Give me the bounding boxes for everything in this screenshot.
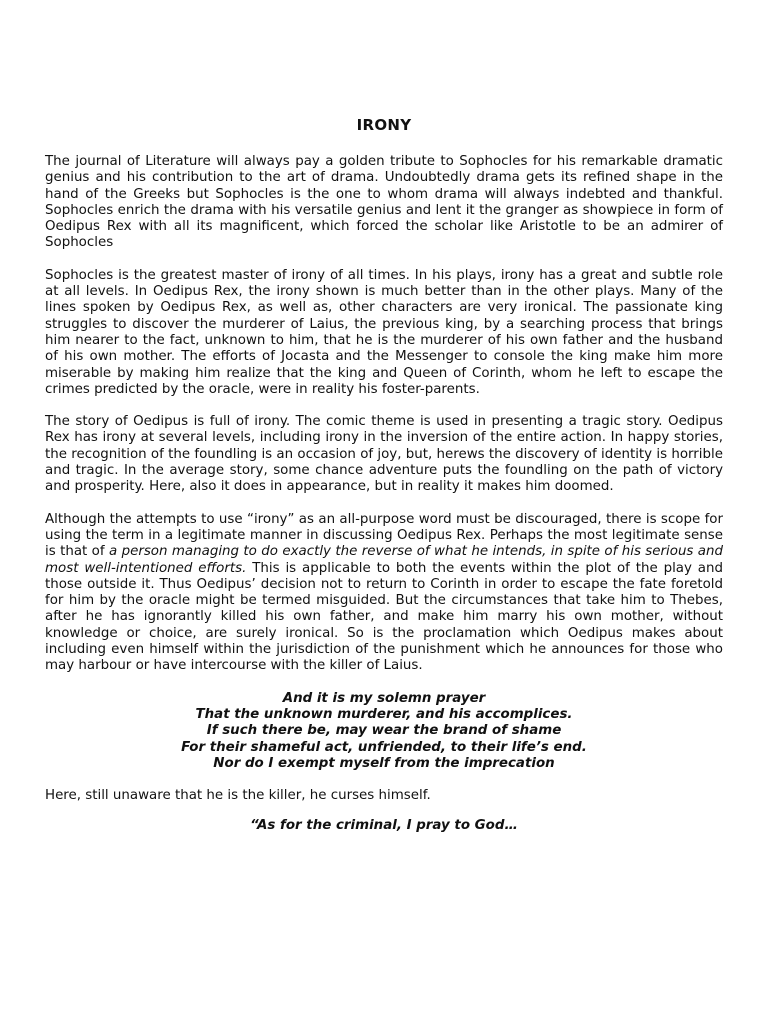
paragraph-5: Here, still unaware that he is the killer, he curses himself.	[45, 788, 431, 804]
verse-line: And it is my solemn prayer	[282, 690, 486, 706]
verse-line: Nor do I exempt myself from the imprecation	[213, 755, 555, 771]
verse-line: If such there be, may wear the brand of shame	[206, 723, 562, 739]
verse-line: For their shameful act, unfriended, to their life’s end.	[181, 739, 587, 755]
paragraph-1: The journal of Literature will always pay a golden tribute to Sophocles for his remarkable dramatic genius and his contribution to the art of drama. Undoubtedly drama gets its refined shape in the hand of the Greeks but Sophocles is the one to whom drama will always indebted and thankful. Sophocles enrich the drama with his versatile genius and lent it the granger as showpiece in form of Oedipus Rex with all its magnificent, which forced the scholar like Aristotle to be an admirer of Sophocles	[45, 154, 723, 251]
paragraph-4-text-before: Although the attempts to use “irony” as an all-purpose word must be discouraged, there is scope for using the term in a legitimate manner in discussing Oedipus Rex. Perhaps the most legitimate sense is that of	[45, 511, 723, 560]
verse-line: That the unknown murderer, and his accomplices.	[195, 706, 573, 722]
document-page	[45, 116, 723, 835]
paragraph-4-italic-phrase: a person managing to do exactly the reverse of what he intends, in spite of his serious and most well-intentioned efforts.	[45, 544, 723, 576]
document-title: IRONY	[356, 116, 412, 134]
paragraph-2: Sophocles is the greatest master of irony of all times. In his plays, irony has a great and subtle role at all levels. In Oedipus Rex, the irony shown is much better than in the other plays. Many of the lines spoken by Oedipus Rex, as well as, other characters are very ironical. The passionate king struggles to discover the murderer of Laius, the previous king, by a searching process that brings him nearer to the fact, unknown to him, that he is the murderer of his own father and the husband of his own mother. The efforts of Jocasta and the Messenger to console the king make him more miserable by making him realize that the king and Queen of Corinth, whom he left to escape the crimes predicted by the oracle, were in reality his foster-parents.	[45, 267, 723, 397]
paragraph-4	[45, 512, 723, 675]
paragraph-4-text-after: This is applicable to both the events within the plot of the play and those outside it. Thus Oedipus’ decision not to return to Corinth in order to escape the fate foretold for him by the oracle might be termed misguided. But the circumstances that take him to Thebes, after he has ignorantly killed his own father, and make him marry his own mother, without knowledge or choice, are surely ironical. So is the proclamation which Oedipus makes about including even himself within the jurisdiction of the punishment which he announces for those who may harbour or have intercourse with the killer of Laius.	[45, 560, 723, 674]
paragraph-3: The story of Oedipus is full of irony. The comic theme is used in presenting a tragic story. Oedipus Rex has irony at several levels, including irony in the inversion of the entire action. In happy stories, the recognition of the foundling is an occasion of joy, but, herews the discovery of identity is horrible and tragic. In the average story, some chance adventure puts the foundling on the path of victory and prosperity. Here, also it does in appearance, but in reality it makes him doomed.	[45, 414, 723, 495]
verse-quotation	[45, 691, 723, 772]
closing-quote: “As for the criminal, I pray to God…	[250, 818, 518, 834]
